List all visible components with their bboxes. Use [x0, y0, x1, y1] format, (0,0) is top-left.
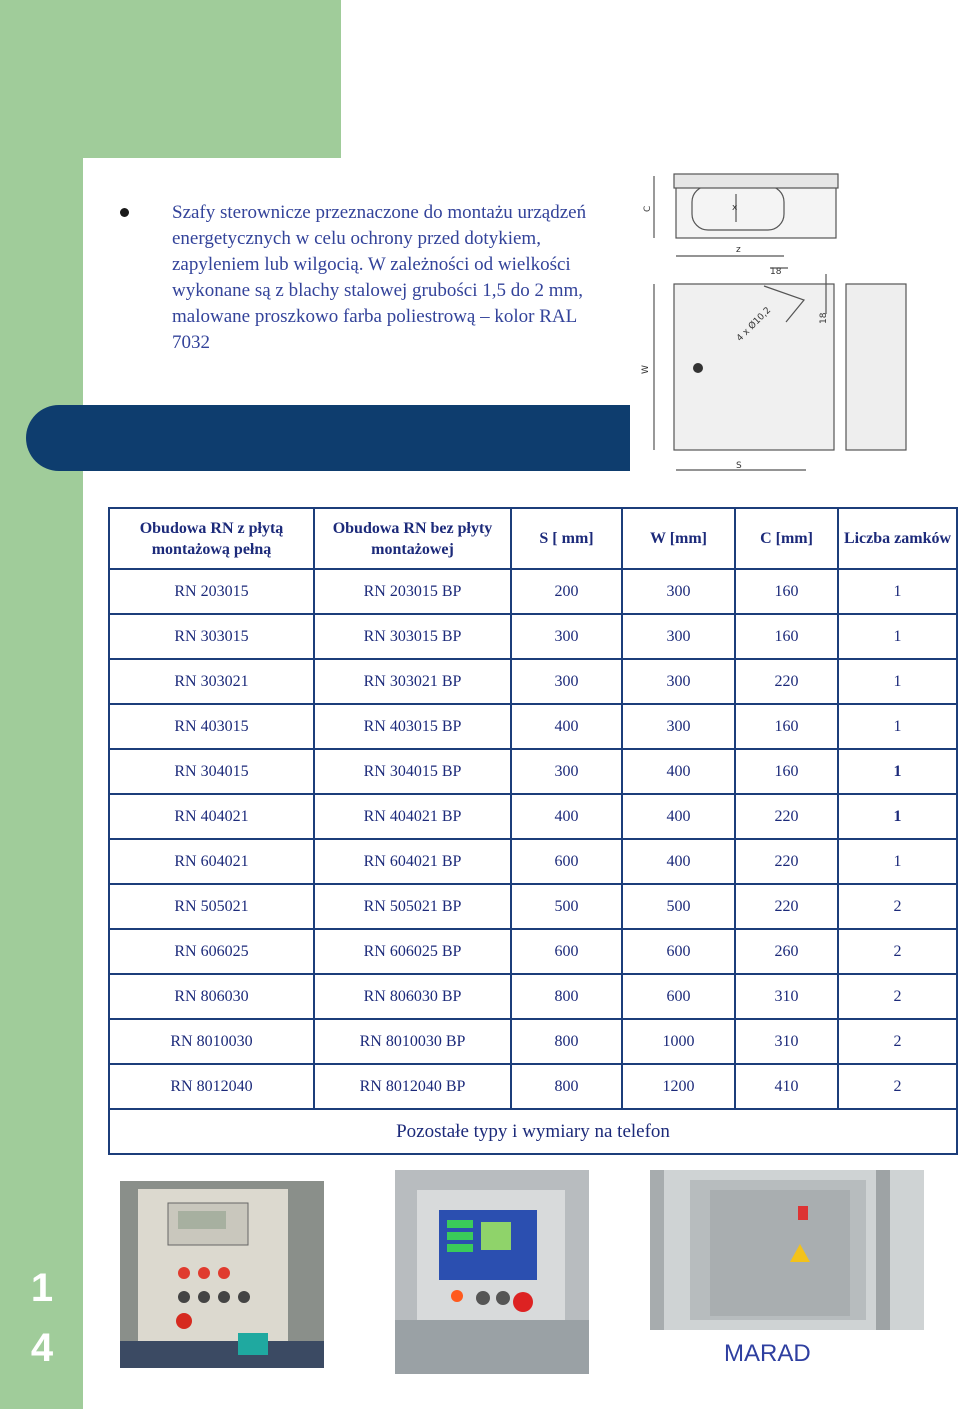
table-row — [109, 659, 957, 704]
table-cell: 2 — [838, 1019, 957, 1064]
table-cell: 600 — [622, 974, 735, 1019]
table-cell: 1 — [838, 749, 957, 794]
table-cell: 500 — [511, 884, 622, 929]
table-cell: RN 303021 — [109, 659, 314, 704]
table-cell: RN 8012040 — [109, 1064, 314, 1109]
svg-text:4 x Ø10,2: 4 x Ø10,2 — [735, 305, 774, 344]
table-cell: RN 303021 BP — [314, 659, 511, 704]
table-cell: RN 304015 BP — [314, 749, 511, 794]
table-cell: 160 — [735, 569, 838, 614]
table-cell: 260 — [735, 929, 838, 974]
table-cell: 400 — [511, 704, 622, 749]
table-cell: RN 8012040 BP — [314, 1064, 511, 1109]
photo-enclosure — [650, 1170, 924, 1330]
table-cell: RN 505021 — [109, 884, 314, 929]
top-green-block — [83, 0, 341, 158]
photo-control-panel — [120, 1181, 324, 1368]
table-header-cell: Liczba zamków — [838, 508, 957, 569]
footer-note: Pozostałe typy i wymiary na telefon — [109, 1109, 957, 1154]
table-row — [109, 614, 957, 659]
table-cell: 220 — [735, 794, 838, 839]
table-cell: 160 — [735, 614, 838, 659]
table-cell: 300 — [622, 569, 735, 614]
table-cell: 2 — [838, 929, 957, 974]
table-cell: RN 604021 — [109, 839, 314, 884]
table-cell: RN 604021 BP — [314, 839, 511, 884]
table-cell: 220 — [735, 884, 838, 929]
table-cell: 310 — [735, 974, 838, 1019]
table-cell: 1 — [838, 704, 957, 749]
enclosure-table — [108, 507, 958, 1155]
table-cell: RN 606025 BP — [314, 929, 511, 974]
table-row — [109, 884, 957, 929]
photo-touch-panel — [395, 1170, 589, 1374]
svg-text:S: S — [736, 461, 742, 471]
table-cell: RN 403015 BP — [314, 704, 511, 749]
table-header-cell: Obudowa RN z płytą montażową pełną — [109, 508, 314, 569]
table-cell: 200 — [511, 569, 622, 614]
table-cell: 600 — [622, 929, 735, 974]
table-cell: 600 — [511, 839, 622, 884]
table-cell: 300 — [622, 704, 735, 749]
table-cell: 800 — [511, 974, 622, 1019]
table-row — [109, 794, 957, 839]
intro-text: Szafy sterownicze przeznaczone do montażu urządzeń energetycznych w celu ochrony przed dotykiem, zapyleniem lub wilgocią. W zależności od wielkości wykonane są z blachy stalowej grubości 1,5 do 2 mm, malowane proszkowo farba poliestrową – kolor RAL 7032 — [172, 202, 587, 353]
table-cell: 500 — [622, 884, 735, 929]
table-cell: 300 — [622, 614, 735, 659]
table-cell: 160 — [735, 704, 838, 749]
table-cell: 220 — [735, 839, 838, 884]
table-cell: RN 403015 — [109, 704, 314, 749]
table-cell: RN 304015 — [109, 749, 314, 794]
table-cell: 800 — [511, 1064, 622, 1109]
table-cell: 300 — [511, 659, 622, 704]
table-cell: 310 — [735, 1019, 838, 1064]
table-cell: 1 — [838, 659, 957, 704]
left-green-strip — [0, 0, 83, 1409]
table-cell: 2 — [838, 1064, 957, 1109]
table-cell: 600 — [511, 929, 622, 974]
table-cell: 400 — [511, 794, 622, 839]
table-cell: RN 8010030 — [109, 1019, 314, 1064]
table-cell: 2 — [838, 974, 957, 1019]
bullet-icon — [120, 208, 129, 217]
svg-text:18: 18 — [819, 312, 829, 324]
table-cell: 400 — [622, 794, 735, 839]
table-cell: 2 — [838, 884, 957, 929]
svg-text:18: 18 — [770, 267, 782, 277]
table-header-cell: Obudowa RN bez płyty montażowej — [314, 508, 511, 569]
table-cell: 1 — [838, 569, 957, 614]
table-cell: RN 203015 — [109, 569, 314, 614]
table-cell: RN 8010030 BP — [314, 1019, 511, 1064]
table-row — [109, 749, 957, 794]
table-cell: 1000 — [622, 1019, 735, 1064]
table-cell: 410 — [735, 1064, 838, 1109]
table-cell: RN 203015 BP — [314, 569, 511, 614]
table-cell: 400 — [622, 839, 735, 884]
table-row — [109, 704, 957, 749]
page-number: 1 4 — [30, 1266, 54, 1370]
table-cell: 1 — [838, 614, 957, 659]
table-cell: 300 — [622, 659, 735, 704]
table-cell: RN 404021 — [109, 794, 314, 839]
table-row — [109, 839, 957, 884]
table-cell: RN 606025 — [109, 929, 314, 974]
svg-text:z: z — [736, 245, 741, 255]
enclosure-drawing — [636, 164, 946, 486]
table-cell: 220 — [735, 659, 838, 704]
table-row — [109, 569, 957, 614]
table-row — [109, 974, 957, 1019]
table-cell: RN 806030 BP — [314, 974, 511, 1019]
table-cell: RN 505021 BP — [314, 884, 511, 929]
table-header-row — [109, 508, 957, 569]
table-cell: 160 — [735, 749, 838, 794]
table-cell: 400 — [622, 749, 735, 794]
svg-text:W: W — [641, 365, 651, 374]
svg-text:x: x — [732, 203, 738, 213]
table-cell: 300 — [511, 749, 622, 794]
table-cell: 800 — [511, 1019, 622, 1064]
table-cell: RN 806030 — [109, 974, 314, 1019]
table-cell: RN 303015 BP — [314, 614, 511, 659]
table-row — [109, 1019, 957, 1064]
table-cell: 1 — [838, 794, 957, 839]
table-cell: 1200 — [622, 1064, 735, 1109]
table-row — [109, 1064, 957, 1109]
svg-text:C: C — [643, 205, 653, 212]
table-footer-row — [109, 1109, 957, 1154]
table-header-cell: C [mm] — [735, 508, 838, 569]
blue-banner — [26, 405, 630, 471]
table-header-cell: W [mm] — [622, 508, 735, 569]
table-cell: 300 — [511, 614, 622, 659]
table-header-cell: S [ mm] — [511, 508, 622, 569]
table-cell: RN 404021 BP — [314, 794, 511, 839]
brand-logo: MARAD — [724, 1340, 811, 1367]
table-cell: RN 303015 — [109, 614, 314, 659]
lock-icon — [693, 363, 703, 373]
table-cell: 1 — [838, 839, 957, 884]
table-row — [109, 929, 957, 974]
